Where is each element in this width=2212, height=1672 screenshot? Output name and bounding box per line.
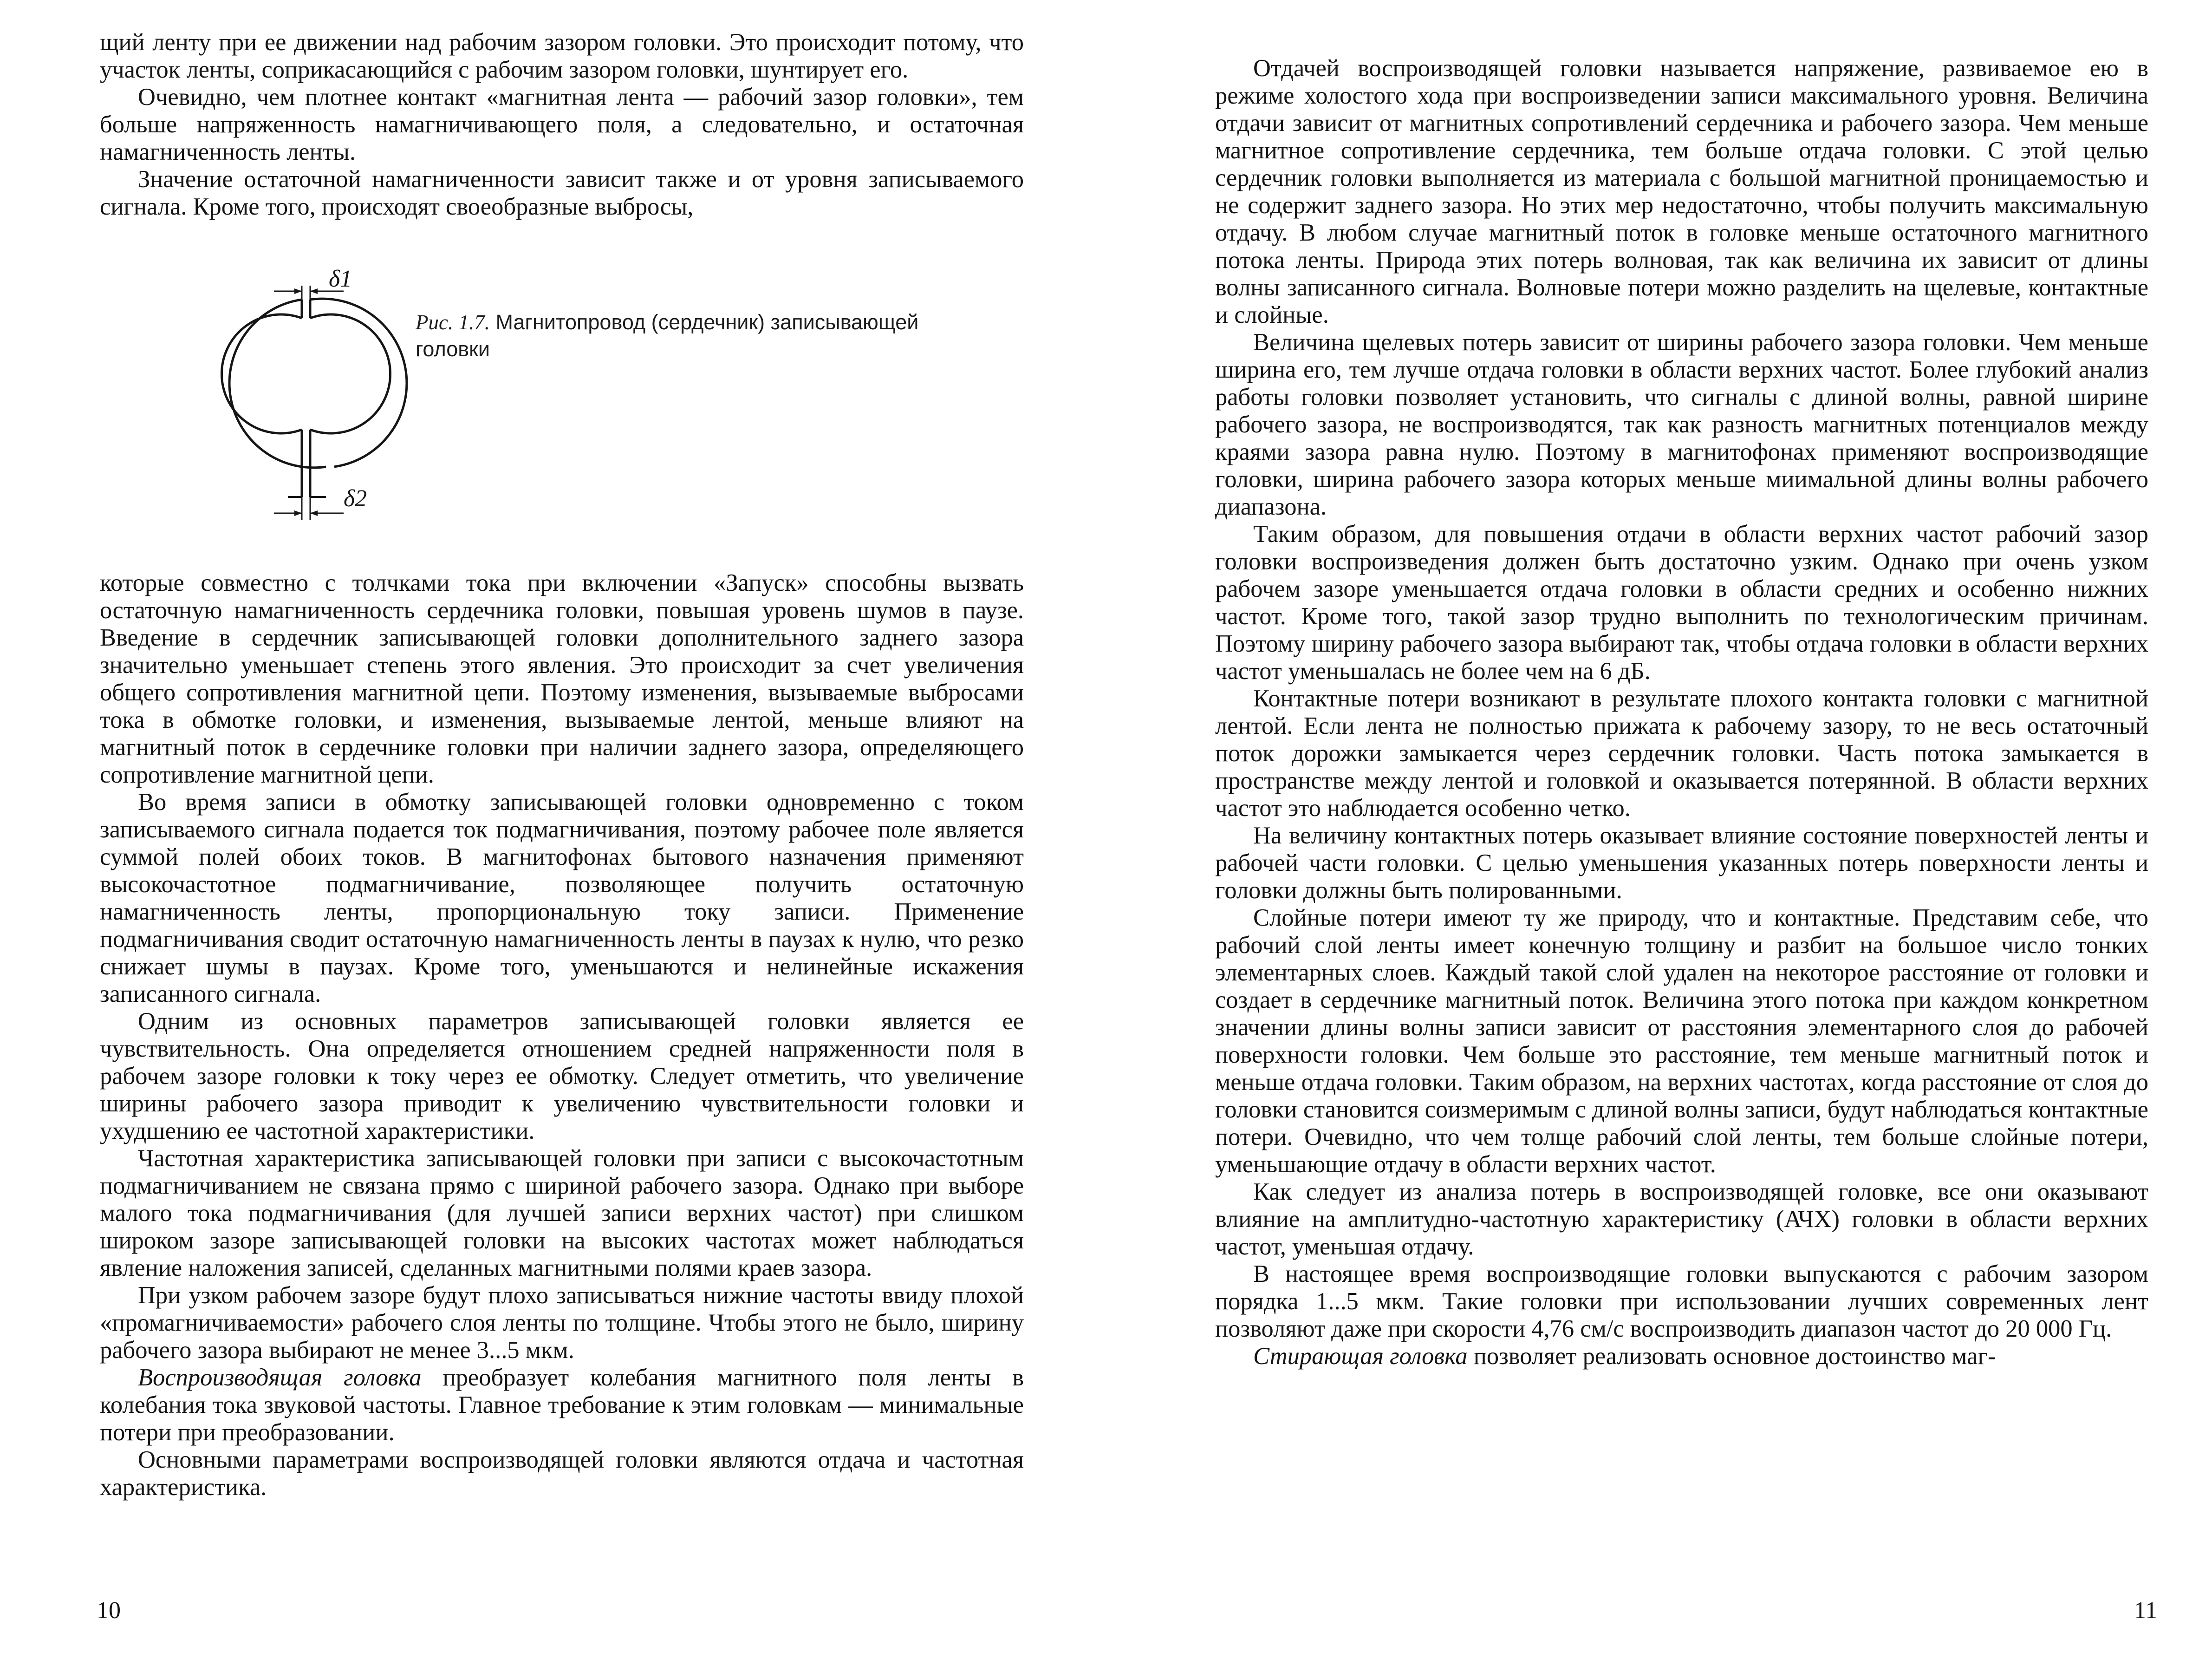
paragraph: щий ленту при ее движении над рабочим зазором головки. Это происходит потому, что участок ленты, соприкасающийся с рабочим зазором головки, шунтирует его.	[100, 29, 1024, 83]
figure-caption	[416, 309, 926, 363]
paragraph: При узком рабочем зазоре будут плохо записываться нижние частоты ввиду плохой «промагничиваемости» рабочего слоя ленты по толщине. Чтобы этого не было, ширину рабочего зазора выбирают не менее 3...5 мкм.	[100, 1282, 1024, 1364]
paragraph: Во время записи в обмотку записывающей головки одновременно с током записываемого сигнала подается ток подмагничивания, поэтому рабочее поле является суммой полей обоих токов. В магнитофонах бытового назначения применяют высокочастотное подмагничивание, позволяющее получить остаточную намагниченность ленты, пропорциональную току записи. Применение подмагничивания сводит остаточную намагниченность ленты в паузах к нулю, что резко снижает шумы в паузах. Кроме того, уменьшаются и нелинейные искажения записанного сигнала.	[100, 789, 1024, 1007]
paragraph	[100, 1364, 1024, 1446]
paragraph: которые совместно с толчками тока при включении «Запуск» способны вызвать остаточную намагниченность сердечника головки, повышая уровень шумов в паузе. Введение в сердечник записывающей головки дополнительного заднего зазора значительно уменьшает степень этого явления. Это происходит за счет увеличения общего сопротивления магнитной цепи. Поэтому изменения, вызываемые выбросами тока в обмотке головки, и изменения, вызываемые лентой, меньше влияют на магнитный поток в сердечнике головки при наличии заднего зазора, определяющего сопротивление магнитной цепи.	[100, 569, 1024, 788]
core-diagram-icon	[204, 262, 418, 546]
figure-magnetic-core	[204, 262, 418, 546]
paragraph: Контактные потери возникают в результате плохого контакта головки с магнитной лентой. Если лента не полностью прижата к рабочему зазору, то не весь остаточный поток дорожки замыкается через сердечник головки. Часть потока замыкается в пространстве между лентой и головкой и оказывается потерянной. В области верхних частот это наблюдается особенно четко.	[1215, 685, 2148, 822]
paragraph: Отдачей воспроизводящей головки называется напряжение, развиваемое ею в режиме холостого хода при воспроизведении записи максимального уровня. Величина отдачи зависит от магнитных сопротивлений сердечника и рабочего зазора. Чем меньше магнитное сопротивление сердечника, тем больше отдача головки. С этой целью сердечник головки выполняется из материала с большой магнитной проницаемостью и не содержит заднего зазора. Но этих мер недостаточно, чтобы получить максимальную отдачу. В любом случае магнитный поток в головке меньше остаточного магнитного потока ленты. Природа этих потерь волновая, так как величина их зависит от длины волны записанного сигнала. Волновые потери можно разделить на щелевые, контактные и слойные.	[1215, 55, 2148, 328]
paragraph: Как следует из анализа потерь в воспроизводящей головке, все они оказывают влияние на амплитудно-частотную характеристику (АЧХ) головки в области верхних частот, уменьшая отдачу.	[1215, 1178, 2148, 1260]
paragraph: На величину контактных потерь оказывает влияние состояние поверхностей ленты и рабочей части головки. С целью уменьшения указанных потерь поверхности ленты и головки должны быть полированными.	[1215, 822, 2148, 904]
figure-caption-text: Магнитопровод (сердечник) записывающей головки	[416, 310, 919, 361]
figure-caption-label: Рис. 1.7.	[416, 311, 490, 334]
page-number-right: 11	[2134, 1597, 2158, 1624]
left-top-text	[100, 29, 1024, 221]
delta2-label: δ2	[344, 485, 367, 512]
paragraph: Таким образом, для повышения отдачи в области верхних частот рабочий зазор головки воспроизведения должен быть достаточно узким. Однако при очень узком рабочем зазоре уменьшается отдача головки в области средних и особенно нижних частот. Кроме того, такой зазор трудно выполнить по технологическим причинам. Поэтому ширину рабочего зазора выбирают так, чтобы отдача головки в области верхних частот уменьшалась не более чем на 6 дБ.	[1215, 521, 2148, 685]
paragraph: Величина щелевых потерь зависит от ширины рабочего зазора головки. Чем меньше ширина его, тем лучше отдача головки в области верхних частот. Более глубокий анализ работы головки позволяет установить, что сигналы с длиной волны, равной ширине рабочего зазора, не воспроизводятся, так как разность магнитных потенциалов между краями зазора равна нулю. Поэтому в магнитофонах применяют воспроизводящие головки, ширина рабочего зазора которых меньше миимальной длины волны рабочего диапазона.	[1215, 329, 2148, 520]
right-text	[1215, 55, 2148, 1370]
paragraph: Слойные потери имеют ту же природу, что и контактные. Представим себе, что рабочий слой ленты имеет конечную толщину и разбит на большое число тонких элементарных слоев. Каждый такой слой удален на некоторое расстояние от головки и создает в сердечнике магнитный поток. Величина этого потока при каждом конкретном значении длины волны записи зависит от расстояния элементарного слоя до рабочей поверхности головки. Чем больше это расстояние, тем меньше магнитный поток и меньше отдача головки. Таким образом, на верхних частотах, когда расстояние от слоя до головки становится соизмеримым с длиной волны записи, будут наблюдаться контактные потери. Очевидно, что чем толще рабочий слой ленты, тем больше слойные потери, уменьшающие отдачу в области верхних частот.	[1215, 904, 2148, 1178]
paragraph: Значение остаточной намагниченности зависит также и от уровня записываемого сигнала. Кроме того, происходят своеобразные выбросы,	[100, 166, 1024, 220]
term-italic: Воспроизводящая головка	[138, 1364, 422, 1391]
page-number-left: 10	[97, 1597, 121, 1624]
paragraph: Одним из основных параметров записывающей головки является ее чувствительность. Она определяется отношением средней напряженности поля в рабочем зазоре головки к току через ее обмотку. Следует отметить, что увеличение ширины рабочего зазора приводит к увеличению чувствительности головки и ухудшению ее частотной характеристики.	[100, 1008, 1024, 1144]
left-bottom-text	[100, 569, 1024, 1501]
term-italic: Стирающая головка	[1253, 1343, 1468, 1370]
paragraph-rest: позволяет реализовать основное достоинство маг-	[1467, 1343, 1996, 1370]
paragraph: Основными параметрами воспроизводящей головки являются отдача и частотная характеристика.	[100, 1446, 1024, 1501]
paragraph: В настоящее время воспроизводящие головки выпускаются с рабочим зазором порядка 1...5 мкм. Такие головки при использовании лучших современных лент позволяют даже при скорости 4,76 см/с воспроизводить диапазон частот до 20 000 Гц.	[1215, 1261, 2148, 1342]
right-page	[1106, 0, 2212, 1672]
paragraph: Очевидно, чем плотнее контакт «магнитная лента — рабочий зазор головки», тем больше напряженность намагничивающего поля, а следовательно, и остаточная намагниченность ленты.	[100, 84, 1024, 165]
paragraph: Частотная характеристика записывающей головки при записи с высокочастотным подмагничиванием не связана прямо с шириной рабочего зазора. Однако при выборе малого тока подмагничивания (для лучшей записи верхних частот) при слишком широком зазоре записывающей головки на высоких частотах может наблюдаться явление наложения записей, сделанных магнитными полями краев зазора.	[100, 1145, 1024, 1281]
delta1-label: δ1	[329, 266, 352, 292]
paragraph-rest: преобразует колебания магнитного поля ленты в колебания тока звуковой частоты. Главное требование к этим головкам — минимальные потери при преобразовании.	[100, 1364, 1024, 1446]
paragraph	[1215, 1343, 2148, 1370]
